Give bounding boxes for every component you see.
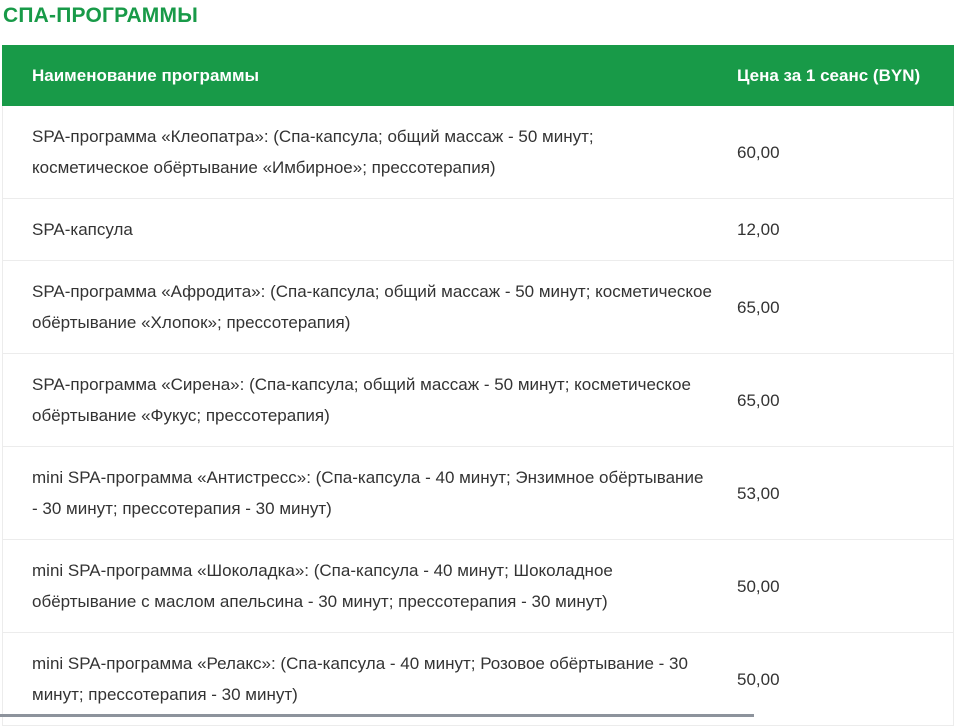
program-price-cell: 50,00 (737, 669, 780, 689)
program-name-cell: SPA-программа «Афродита»: (Спа-капсула; общий массаж - 50 минут; косметическое обёртывание «Хлопок»; прессотерапия) (32, 282, 712, 332)
table-row (3, 354, 953, 447)
column-header-program-name: Наименование программы (32, 66, 260, 85)
table-row (3, 199, 953, 261)
table-row (3, 106, 953, 199)
program-price-cell: 65,00 (737, 297, 780, 317)
table-row (3, 633, 953, 726)
column-header-price: Цена за 1 сеанс (BYN) (737, 66, 921, 85)
program-price-cell: 50,00 (737, 576, 780, 596)
table-header-row (2, 45, 954, 106)
program-name-cell: mini SPA-программа «Антистресс»: (Спа-капсула - 40 минут; Энзимное обёртывание - 30 минут; прессотерапия - 30 минут) (32, 468, 704, 518)
table-row (3, 261, 953, 354)
program-name-cell: mini SPA-программа «Релакс»: (Спа-капсула - 40 минут; Розовое обёртывание - 30 минут; прессотерапия - 30 минут) (32, 654, 688, 704)
table-body (2, 106, 954, 726)
pricing-table (2, 45, 954, 726)
page-title: СПА-ПРОГРАММЫ (3, 4, 198, 27)
program-name-cell: mini SPA-программа «Шоколадка»: (Спа-капсула - 40 минут; Шоколадное обёртывание с маслом апельсина - 30 минут; прессотерапия - 30 минут) (32, 561, 613, 611)
program-name-cell: SPA-капсула (32, 220, 133, 239)
spa-pricing-page (0, 4, 954, 726)
program-price-cell: 60,00 (737, 142, 780, 162)
table-row (3, 540, 953, 633)
horizontal-scrollbar-thumb[interactable] (0, 714, 754, 717)
program-name-cell: SPA-программа «Сирена»: (Спа-капсула; общий массаж - 50 минут; косметическое обёртывание «Фукус; прессотерапия) (32, 375, 691, 425)
table-row (3, 447, 953, 540)
program-price-cell: 65,00 (737, 390, 780, 410)
program-price-cell: 12,00 (737, 220, 780, 239)
program-name-cell: SPA-программа «Клеопатра»: (Спа-капсула; общий массаж - 50 минут; косметическое обёртывание «Имбирное»; прессотерапия) (32, 127, 594, 177)
program-price-cell: 53,00 (737, 483, 780, 503)
